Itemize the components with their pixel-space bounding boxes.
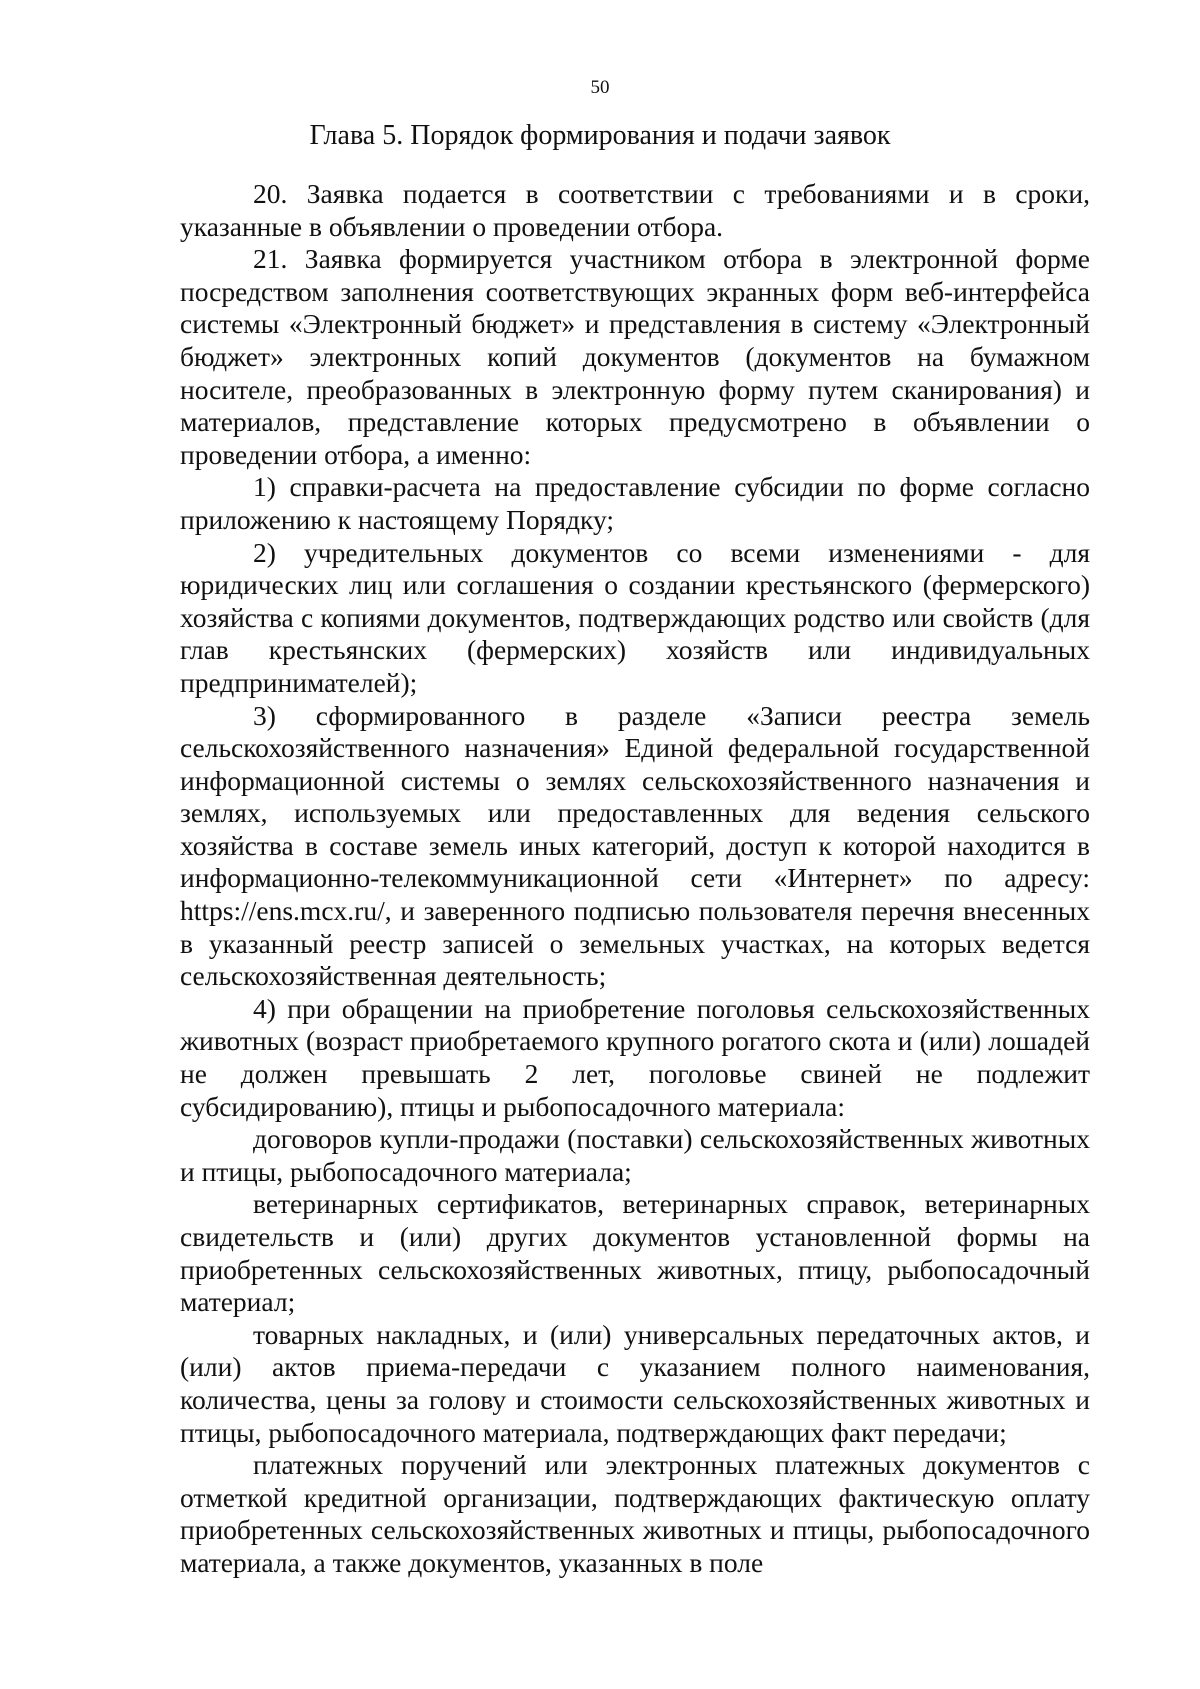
paragraph-21: 21. Заявка формируется участником отбора в электронной форме посредством заполнения соответствующих экранных форм веб-интерфейса системы «Электронный бюджет» и представления в систему «Электронный бюджет» электронных копий документов (документов на бумажном носителе, преобразованных в электронную форму путем сканирования) и материалов, представление которых предусмотрено в объявлении о проведении отбора, а именно: [180,243,1090,470]
list-item-2: 2) учредительных документов со всеми изменениями - для юридических лиц или соглашения о создании крестьянского (фермерского) хозяйства с копиями документов, подтверждающих родство или свойств (для глав крестьянских (фермерских) хозяйств или индивидуальных предпринимателей); [180,536,1090,698]
list-item-4: 4) при обращении на приобретение поголовья сельскохозяйственных животных (возраст приобретаемого крупного рогатого скота и (или) лошадей не должен превышать 2 лет, поголовье свиней не подлежит субсидированию), птицы и рыбопосадочного материала: [180,992,1090,1122]
list-item-3: 3) сформированного в разделе «Записи реестра земель сельскохозяйственного назначения» Единой федеральной государственной информационной системы о землях сельскохозяйственного назначения и землях, используемых или предоставленных для ведения сельского хозяйства в составе земель иных категорий, доступ к которой находится в информационно-телекоммуникационной сети «Интернет» по адресу: https://ens.mcx.ru/, и заверенного подписью пользователя перечня внесенных в указанный реестр записей о земельных участках, на которых ведется сельскохозяйственная деятельность; [180,699,1090,992]
sub-item-payment-orders: платежных поручений или электронных платежных документов с отметкой кредитной организации, подтверждающих фактическую оплату приобретенных сельскохозяйственных животных и птицы, рыбопосадочного материала, а также документов, указанных в поле [180,1449,1090,1578]
list-item-1: 1) справки-расчета на предоставление субсидии по форме согласно приложению к настоящему Порядку; [180,471,1090,535]
paragraph-20: 20. Заявка подается в соответствии с требованиями и в сроки, указанные в объявлении о проведении отбора. [180,178,1090,242]
sub-item-vet-certificates: ветеринарных сертификатов, ветеринарных справок, ветеринарных свидетельств и (или) других документов установленной формы на приобретенных сельскохозяйственных животных, птицу, рыбопосадочный материал; [180,1188,1090,1318]
chapter-title: Глава 5. Порядок формирования и подачи заявок [309,120,891,151]
sub-item-contracts: договоров купли-продажи (поставки) сельскохозяйственных животных и птицы, рыбопосадочного материала; [180,1123,1090,1187]
sub-item-waybills: товарных накладных, и (или) универсальных передаточных актов, и (или) актов приема-передачи с указанием полного наименования, количества, цены за голову и стоимости сельскохозяйственных животных и птицы, рыбопосадочного материала, подтверждающих факт передачи; [180,1318,1090,1448]
body-text [180,178,1090,1580]
page-number: 50 [590,77,610,98]
